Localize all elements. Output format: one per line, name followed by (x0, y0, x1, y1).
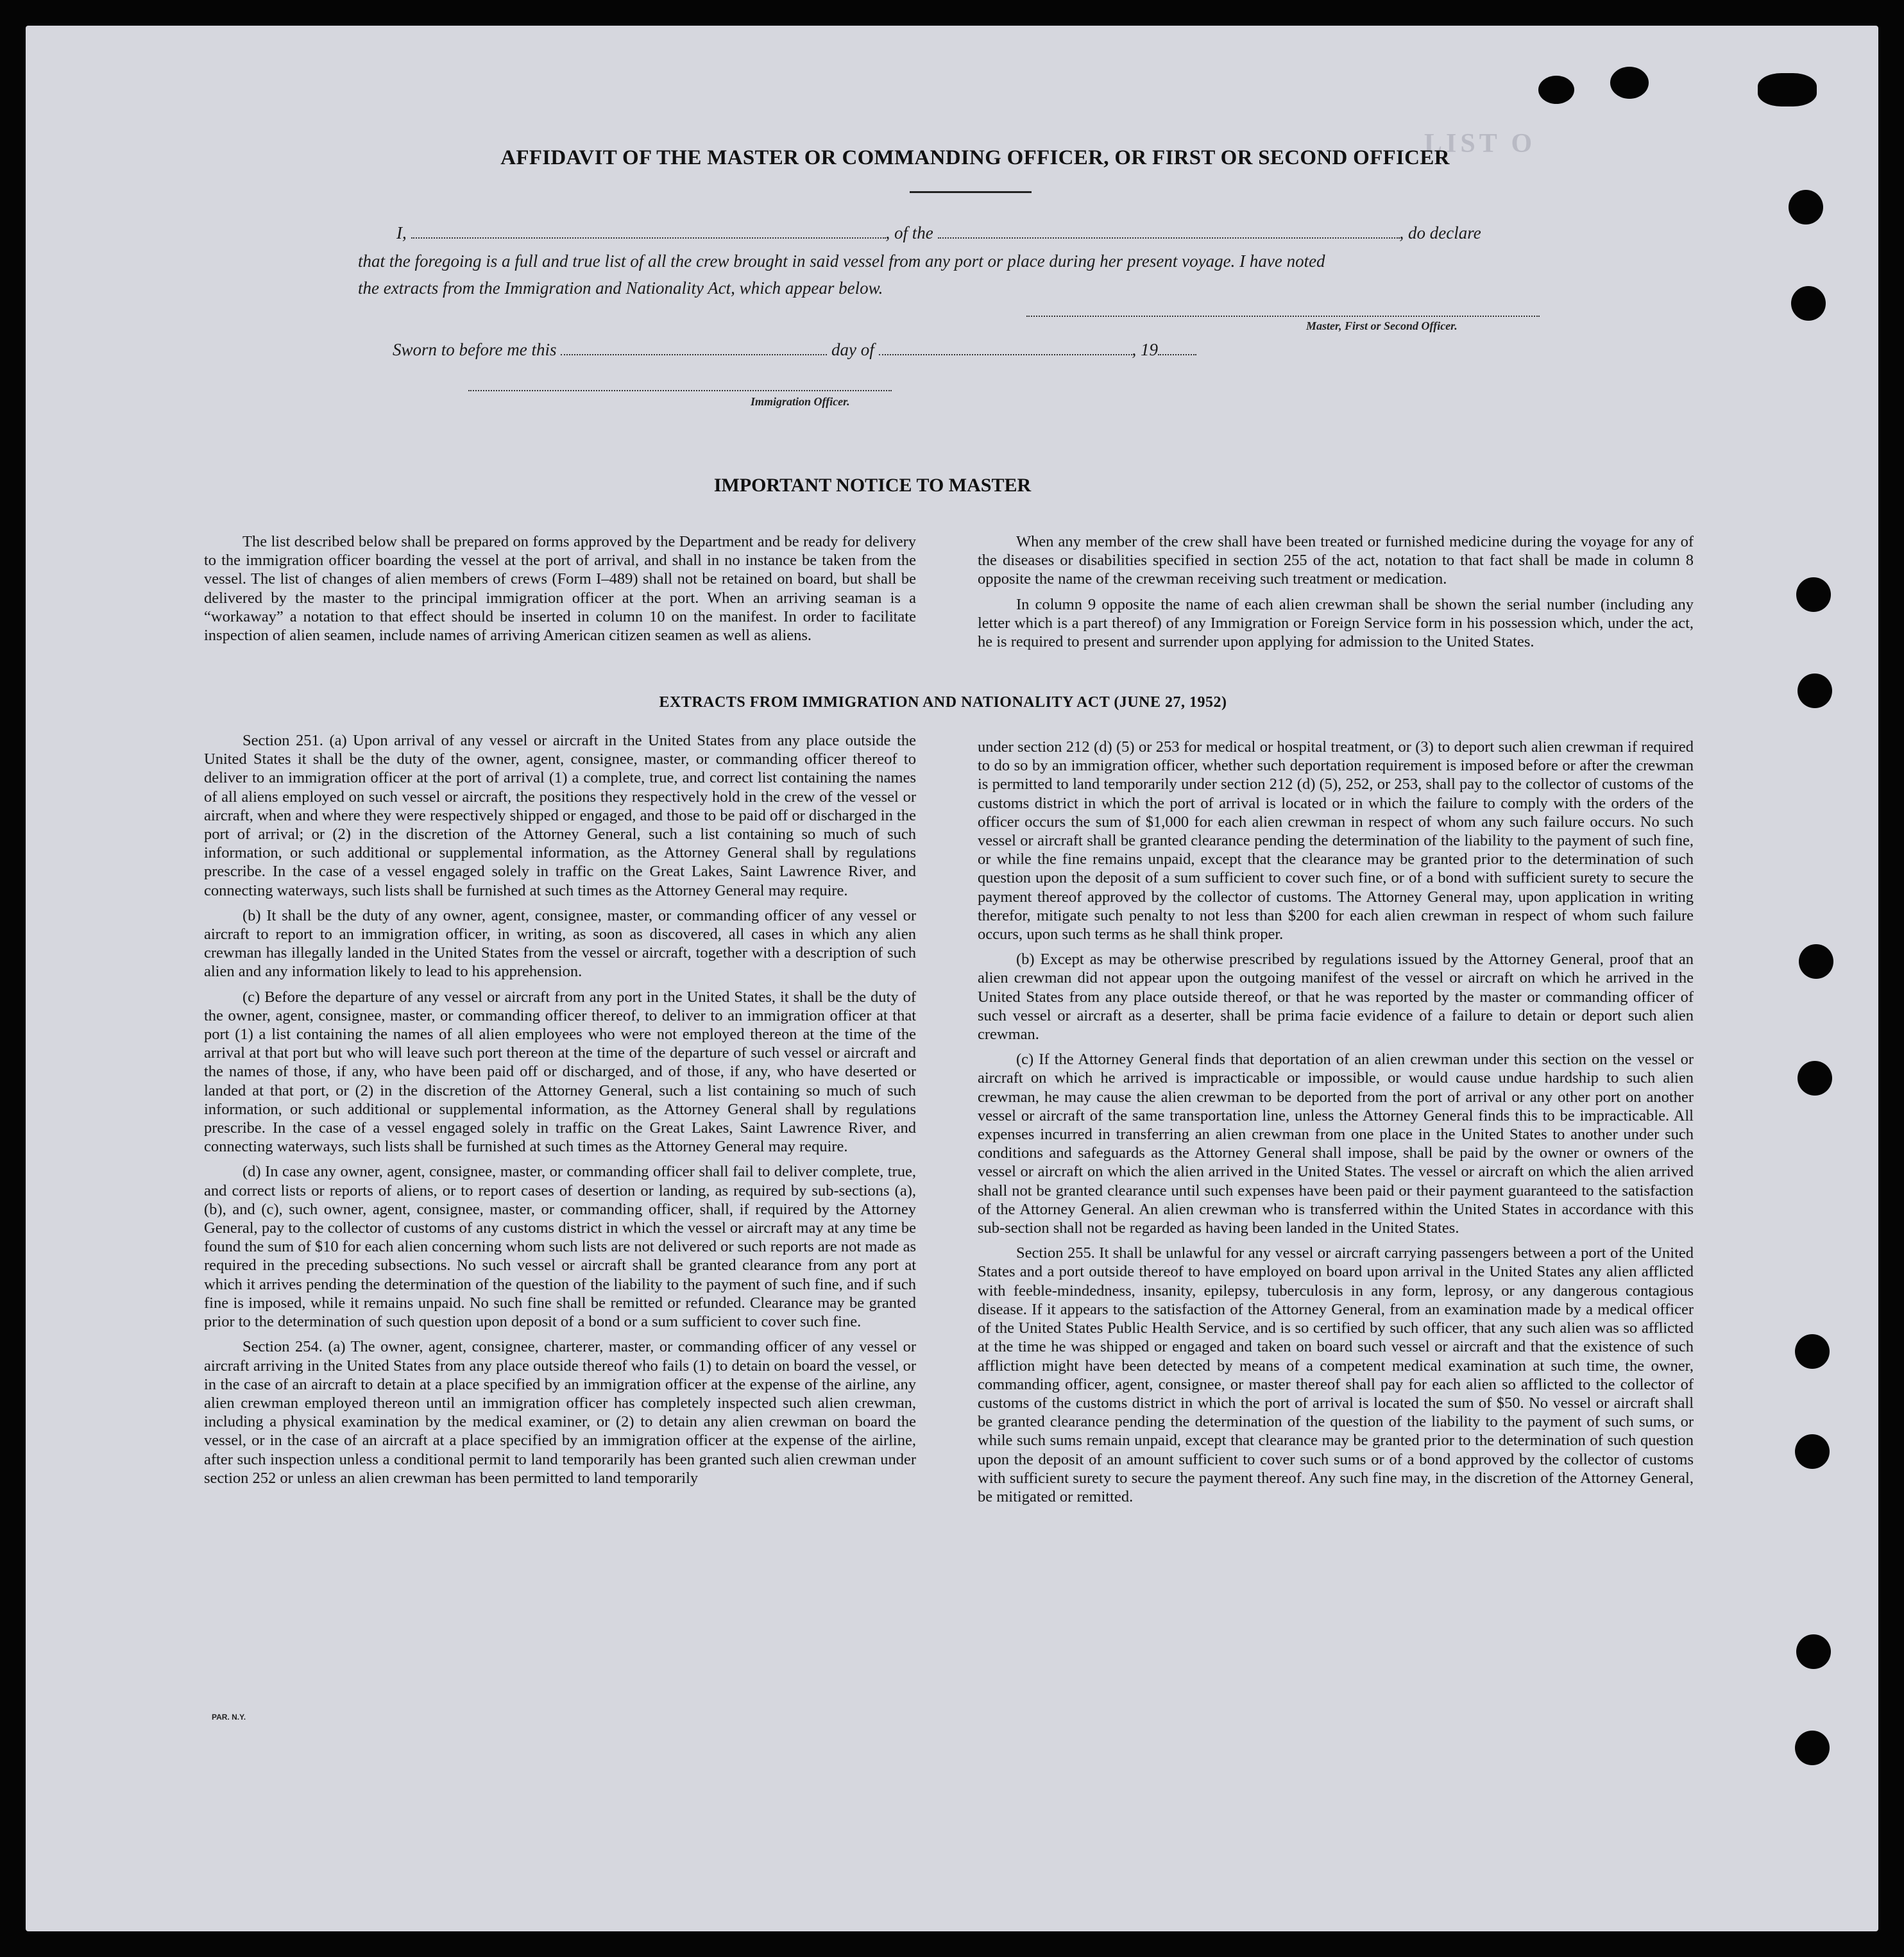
master-signature-caption: Master, First or Second Officer. (1306, 319, 1458, 332)
document-page (26, 26, 1878, 1931)
notice-right-column (978, 532, 1694, 657)
affidavit-title: AFFIDAVIT OF THE MASTER OR COMMANDING OFFICER, OR FIRST OR SECOND OFFICER (500, 146, 1450, 169)
section-254c: (c) If the Attorney General finds that deportation of an alien crewman under this section on the vessel or aircraft on which he arrived is impracticable or impossible, or would cause undue hardship to such alien crewman, he may cause the alien crewman to be deported from the port of arrival or any other port on another vessel or aircraft of the same transportation line, unless the Attorney General finds this to be impracticable. All expenses incurred in transferring an alien crewman from one place in the United States to another under such conditions and safeguards as the Attorney General shall impose, shall be paid by the owner or owners of the vessel or aircraft on which the alien arrived in the United States. The vessel or aircraft on which the alien arrived shall not be granted clearance until such expenses have been paid or their payment guaranteed to the satisfaction of the Attorney General. An alien crewman who is transferred within the United States in accordance with this sub-section shall not be regarded as having been landed in the United States. (978, 1051, 1694, 1237)
punch-hole (1796, 1634, 1831, 1669)
punch-hole (1796, 577, 1831, 612)
sworn-line (393, 340, 1196, 360)
punch-hole (1799, 944, 1833, 979)
extracts-left-column (204, 731, 916, 1494)
i-label: I, (396, 223, 407, 242)
notice-heading: IMPORTANT NOTICE TO MASTER (713, 475, 1032, 496)
section-251a: Section 251. (a) Upon arrival of any vessel or aircraft in the United States from any place outside the United States it shall be the duty of the owner, agent, consignee, master, or commanding officer thereof to deliver to an immigration officer at the port of arrival (1) a complete, true, and correct list containing the names of all aliens employed on such vessel or aircraft, the positions they respectively hold in the crew of the vessel or aircraft, when and where they were respectively shipped or engaged, and those to be paid off or discharged in the port of arrival; or (2) in the discretion of the Attorney General, such a list containing so much of such information, or such additional or supplemental information, as the Attorney General shall by regulations prescribe. In the case of a vessel engaged solely in traffic on the Great Lakes, Saint Lawrence River, and connecting waterways, such lists shall be furnished at such times as the Attorney General may require. (204, 732, 916, 899)
section-251c: (c) Before the departure of any vessel or aircraft from any port in the United States, it shall be the duty of the owner, agent, consignee, master, or commanding officer thereof, to deliver to an immigration officer at that port (1) a list containing the names of all alien employees who were not employed thereon at the time of the arrival at that port but who will leave such port thereon at the time of the departure of such vessel or aircraft and the names of those, if any, who have been paid off or discharged, and of those, if any, who have deserted or landed at that port, or (2) in the discretion of the Attorney General, such a list containing so much of such information, or such additional or supplemental information, as the Attorney General shall by regulations prescribe. In the case of a vessel engaged solely in traffic on the Great Lakes, Saint Lawrence River, and connecting waterways, such lists shall be furnished at such times as the Attorney General may require. (204, 988, 916, 1156)
vessel-field[interactable] (938, 225, 1400, 239)
extracts-right-column (978, 738, 1694, 1512)
punch-hole (1798, 1061, 1832, 1096)
declare-label: , do declare (1399, 223, 1481, 242)
declaration-line (396, 223, 1481, 243)
sworn-month-field[interactable] (879, 341, 1132, 355)
immigration-officer-caption: Immigration Officer. (751, 395, 850, 408)
notice-right-paragraph-2: In column 9 opposite the name of each alien crewman shall be shown the serial number (including any letter which is a part thereof) of any Immigration or Foreign Service form in his possession which, under the act, he is required to present and surrender upon applying for admission to the United States. (978, 595, 1694, 651)
ink-blot (1538, 76, 1574, 104)
immigration-officer-line[interactable] (468, 390, 892, 391)
section-251d: (d) In case any owner, agent, consignee, master, or commanding officer shall fail to deliver complete, true, and correct lists or reports of aliens, or to report cases of desertion or landing, as required by sub-sections (a), (b), and (c), such owner, agent, consignee, master, or commanding officer, shall, if required by the Attorney General, pay to the collector of customs of any customs district in which the vessel or aircraft may at any time be found the sum of $10 for each alien concerning whom such lists are not delivered or such reports are not made as required in the preceding subsections. No such vessel or aircraft shall be granted clearance from any port at which it arrives pending the determination of the question of the liability to the payment of such fine, and if such fine is imposed, while it remains unpaid. No such fine shall be remitted or refunded. Clearance may be granted prior to the determination of such question upon deposit of a bond or a sum sufficient to cover such fine. (204, 1163, 916, 1331)
section-254a: Section 254. (a) The owner, agent, consignee, charterer, master, or commanding officer of any vessel or aircraft arriving in the United States from any place outside thereof who fails (1) to detain on board the vessel, or in the case of an aircraft to detain at a place specified by an immigration officer at the expense of the airline, any alien crewman employed thereon until an immigration officer has completely inspected such alien crewman, including a physical examination by the medical examiner, or (2) to detain any alien crewman on board the vessel, or in the case of an aircraft at a place specified by an immigration officer at the expense of the airline, after such inspection unless a conditional permit to land temporarily has been granted such alien crewman under section 252 or unless an alien crewman has been permitted to land temporarily (204, 1338, 916, 1487)
statement-line-2: the extracts from the Immigration and Nationality Act, which appear below. (358, 278, 883, 298)
punch-hole (1798, 674, 1832, 708)
section-255: Section 255. It shall be unlawful for any vessel or aircraft carrying passengers between a port of the United States and a port outside thereof to have employed on board upon arrival in the United States any alien afflicted with feeble-mindedness, insanity, epilepsy, tuberculosis in any form, leprosy, or any dangerous contagious disease. If it appears to the satisfaction of the Attorney General, from an examination made by a medical officer of the United States Public Health Service, and is so certified by such officer, that any such alien was so afflicted at the time he was shipped or engaged and taken on board such vessel or aircraft and that the existence of such affliction might have been detected by means of a competent medical examination at such time, the owner, commanding officer, agent, consignee, or master thereof shall pay for each alien so afflicted to the collector of customs of the customs district in which the port of arrival is located the sum of $50. No vessel or aircraft shall be granted clearance pending the determination of the question of the liability to the payment of such sums, or while such sums remain unpaid, except that clearance may be granted prior to the determination of such question upon the deposit of an amount sufficient to cover such sums or of a bond approved by the collector of customs with sufficient surety to secure the payment thereof. Any such fine may, in the discretion of the Attorney General, be mitigated or remitted. (978, 1244, 1694, 1505)
sworn-year-field[interactable] (1158, 341, 1196, 355)
section-254b: (b) Except as may be otherwise prescribed by regulations issued by the Attorney General, proof that an alien crewman did not appear upon the outgoing manifest of the vessel or aircraft on which he arrived in the United States from any place outside thereof, or that he was reported by the master or commanding officer of such vessel or aircraft as a deserter, shall be prima facie evidence of a failure to detain or deport such alien crewman. (978, 951, 1694, 1044)
title-divider (910, 191, 1032, 193)
sworn-label: Sworn to before me this (393, 340, 557, 359)
punch-hole (1789, 190, 1823, 225)
statement-line-1: that the foregoing is a full and true list of all the crew brought in said vessel from any port or place during her present voyage. I have noted (358, 251, 1325, 271)
year-label: , 19 (1132, 340, 1158, 359)
day-of-label: day of (831, 340, 874, 359)
master-signature-line[interactable] (1026, 316, 1540, 317)
ink-blot (1758, 73, 1817, 106)
sworn-day-field[interactable] (561, 341, 827, 355)
notice-left-column (204, 532, 916, 651)
section-254a-continued: under section 212 (d) (5) or 253 for medical or hospital treatment, or (3) to deport such alien crewman if required to do so by an immigration officer, whether such deportation requirement is imposed before or after the crewman is permitted to land temporarily under section 212 (d) (5), 252, or 253, shall pay to the collector of customs of the customs district in which the port of arrival is located or in which the failure to comply with the orders of the officer occurs the sum of $1,000 for each alien crewman in respect of whom any such failure occurs. No such vessel or aircraft shall be granted clearance pending the determination of the liability to the payment of such fine, or while the fine remains unpaid, except that the clearance may be granted prior to the determination of such question upon the deposit of a sum sufficient to cover such fine, or of a bond with sufficient surety to secure the payment thereof approved by the collector of customs. The Attorney General may, upon application in writing therefor, mitigate such penalty to not less than $200 for each alien crewman in respect of whom such failure occurs, upon such terms as he shall think proper. (978, 738, 1694, 944)
notice-right-paragraph-1: When any member of the crew shall have been treated or furnished medicine during the voyage for any of the diseases or disabilities specified in section 255 of the act, notation to that fact shall be made in column 8 opposite the name of the crewman receiving such treatment or medication. (978, 533, 1694, 588)
extracts-heading: EXTRACTS FROM IMMIGRATION AND NATIONALITY ACT (JUNE 27, 1952) (659, 694, 1227, 711)
punch-hole (1791, 286, 1826, 321)
notice-left-paragraph: The list described below shall be prepared on forms approved by the Department and be ready for delivery to the immigration officer boarding the vessel at the port of arrival, and shall in no instance be taken from the vessel. The list of changes of alien members of crews (Form I–489) shall not be retained on board, but shall be delivered by the master to the principal immigration officer at the port. When an arriving seaman is a “workaway” a notation to that effect should be inserted in column 10 on the manifest. In order to facilitate inspection of alien seamen, include names of arriving American citizen seamen as well as aliens. (204, 533, 916, 645)
name-field[interactable] (411, 225, 886, 239)
section-251b: (b) It shall be the duty of any owner, agent, consignee, master, or commanding officer of any vessel or aircraft to report to an immigration officer, in writing, as soon as discovered, all cases in which any alien crewman has illegally landed in the United States from the vessel or aircraft, together with a description of such alien and any information likely to lead to his apprehension. (204, 906, 916, 981)
punch-hole (1795, 1434, 1830, 1469)
punch-hole (1795, 1334, 1830, 1369)
of-the-label: , of the (885, 223, 933, 242)
bleed-through-text: LIST O (1424, 129, 1536, 158)
ink-blot (1610, 67, 1649, 99)
punch-hole (1795, 1731, 1830, 1765)
printer-code: PAR. N.Y. (212, 1713, 246, 1722)
